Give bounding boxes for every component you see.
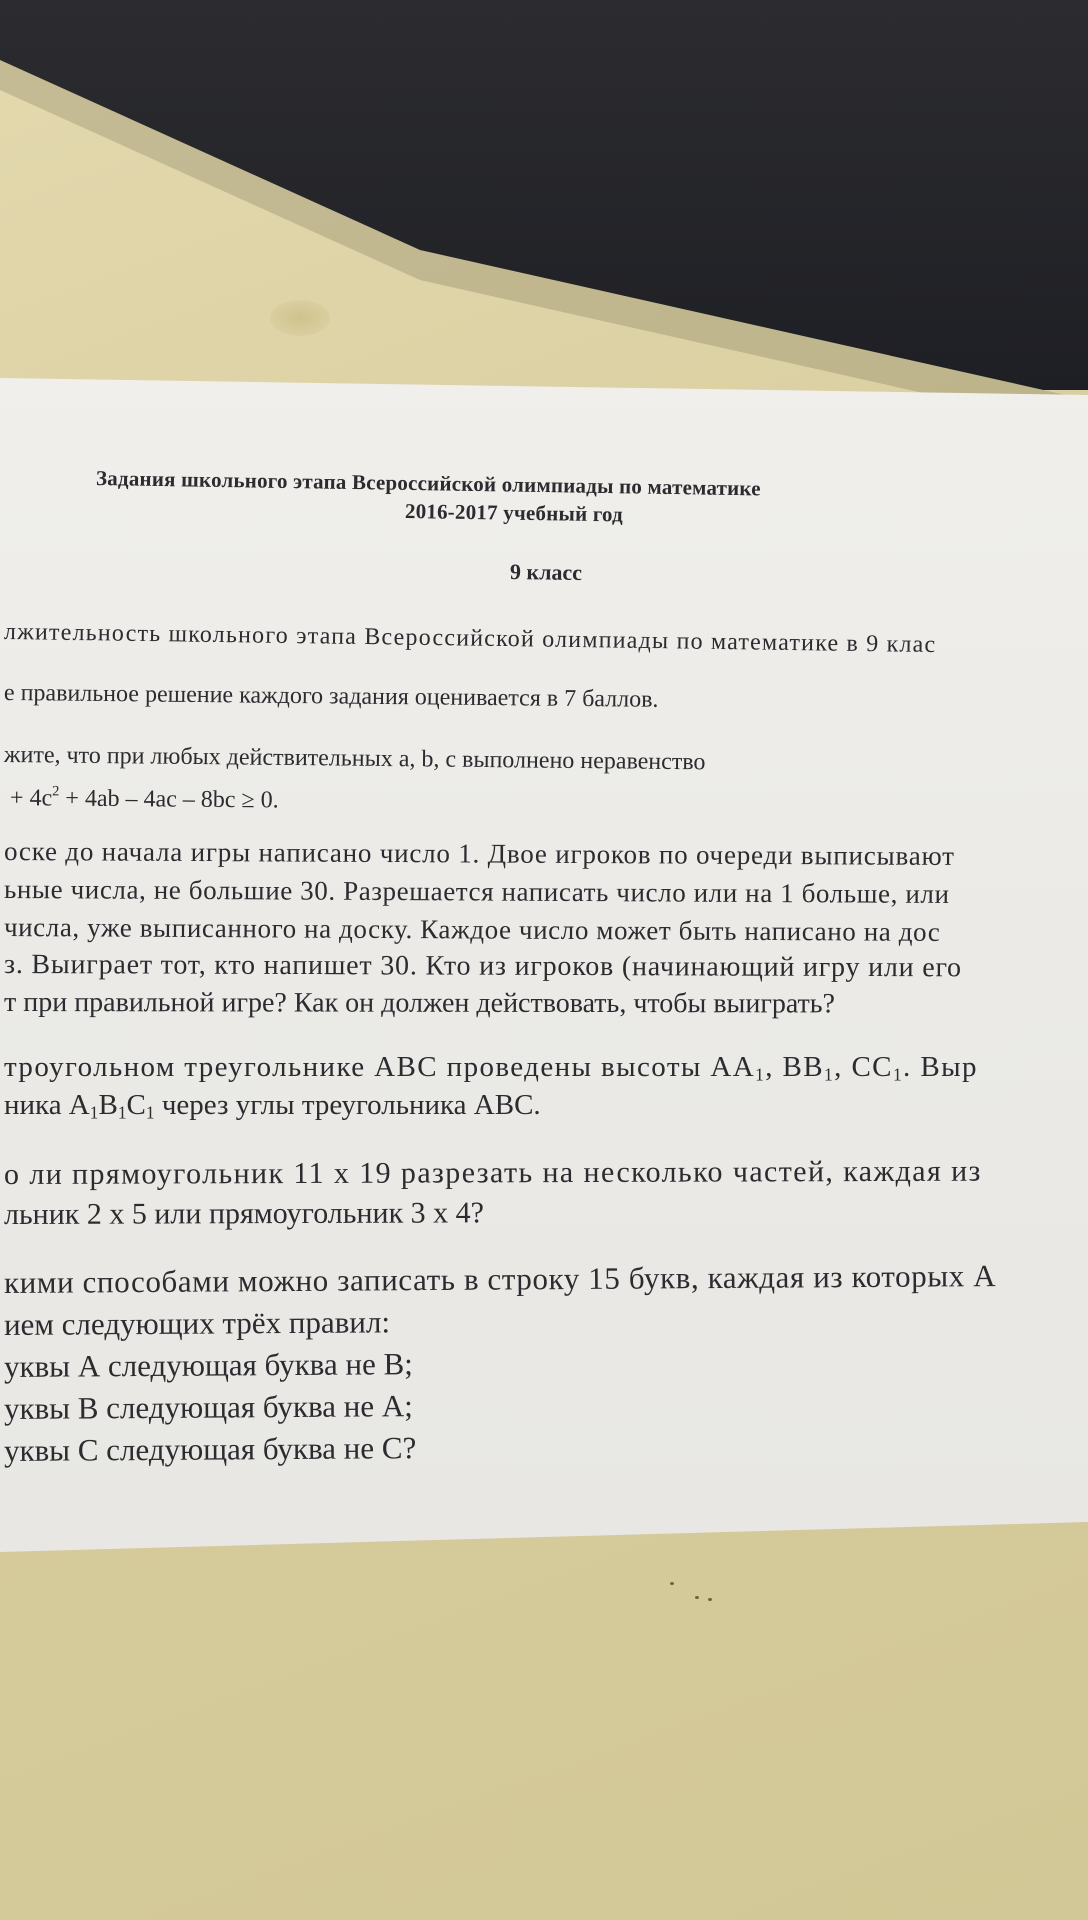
problem-2-line3: числа, уже выписанного на доску. Каждое число может быть написано на дос <box>3 912 941 947</box>
problem-2-line5: т при правильной игре? Как он должен действовать, чтобы выиграть? <box>3 987 836 1020</box>
desk-speck <box>708 1598 712 1601</box>
problem-4-line2: льник 2 x 5 или прямоугольник 3 x 4? <box>3 1196 484 1231</box>
problem-5-rule-a: уквы А следующая буква не В; <box>3 1346 413 1384</box>
sheet-title-line1: Задания школьного этапа Всероссийской олимпиады по математике <box>95 466 761 501</box>
problem-5-rule-b: уквы В следующая буква не А; <box>3 1388 413 1426</box>
problem-5-rule-c: уквы С следующая буква не С? <box>3 1430 417 1468</box>
problem-3-line2: ника $А_1В_1С_1$ через углы треугольника АВС. <box>4 1089 541 1123</box>
problem-2-line1: оске до начала игры написано число 1. Двое игроков по очереди выписывают <box>3 836 955 871</box>
duration-line: лжительность школьного этапа Всероссийской олимпиады по математике в 9 клас <box>3 619 937 659</box>
scoring-line: е правильное решение каждого задания оценивается в 7 баллов. <box>3 680 659 713</box>
sheet-title-line2: 2016-2017 учебный год <box>404 499 624 527</box>
grade-label: 9 класс <box>509 559 583 586</box>
problem-1-line1: жите, что при любых действительных a, b, с выполнено неравенство <box>3 742 706 776</box>
problem-5-line1: кими способами можно записать в строку 15 букв, каждая из которых А <box>3 1258 997 1300</box>
problem-2-line2: ьные числа, не большие 30. Разрешается написать число или на 1 больше, или <box>3 874 950 909</box>
problem-3-line1: троугольном треугольнике АВС проведены высоты $АА_1$, $ВВ_1$, $СС_1$. Выр <box>4 1051 978 1085</box>
problem-5-line2: ием следующих трёх правил: <box>3 1304 391 1342</box>
desk-speck <box>670 1582 674 1585</box>
problem-4-line1: о ли прямоугольник 11 x 19 разрезать на несколько частей, каждая из <box>3 1154 982 1191</box>
problem-1-inequality: + $4c^2 + 4ab - 4ac - 8bc \ge 0$. <box>9 783 279 814</box>
problem-2-line4: з. Выиграет тот, кто напишет 30. Кто из игроков (начинающий игру или его <box>3 949 962 984</box>
desk-speck <box>695 1596 699 1599</box>
